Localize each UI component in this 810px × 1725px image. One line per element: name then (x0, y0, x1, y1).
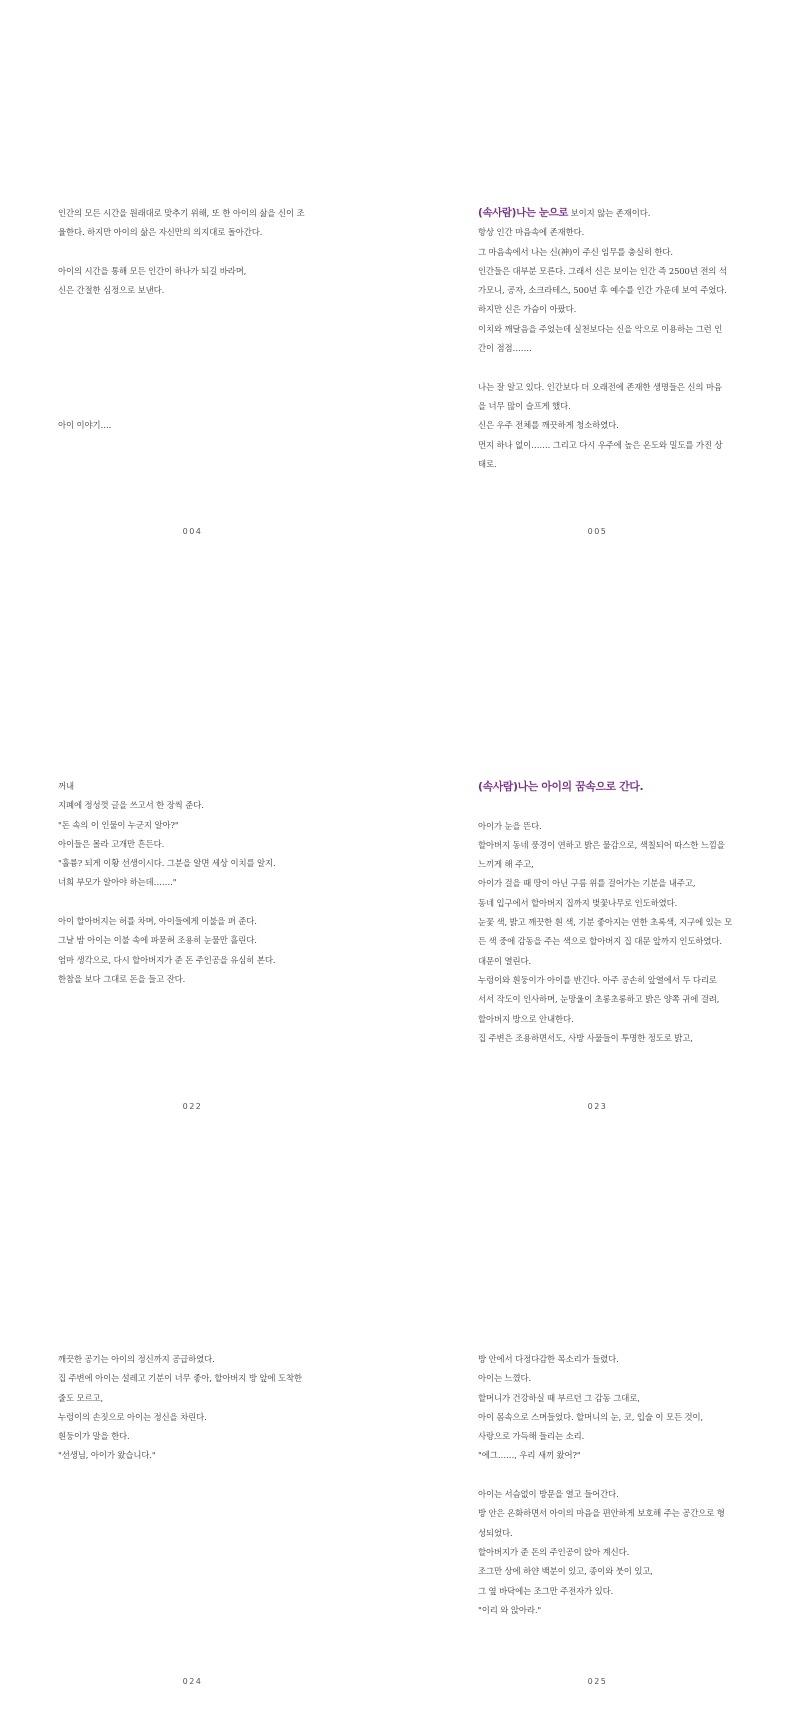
text-line: 꺼내 (58, 781, 74, 791)
heading-rest: 보이지 않는 존재이다. (568, 208, 651, 218)
text-line: 아이는 서슴없이 방문을 열고 들어간다. (478, 1489, 619, 1500)
page-005-text (478, 204, 768, 474)
text-line: 엄마 생각으로, 다시 할아버지가 준 돈 주인공을 유심히 본다. (58, 954, 276, 965)
text-line: 성되었다. (478, 1527, 513, 1538)
text-line: 신은 우주 전체를 깨끗하게 청소하였다. (478, 420, 619, 431)
text-line: 인간의 모든 시간을 원래대로 맞추기 위해, 또 한 아이의 삶을 신이 조 (58, 208, 305, 218)
text-line: "선생님, 아이가 왔습니다." (58, 1450, 156, 1461)
text-line: 할아버지가 준 돈의 주인공이 앉아 계신다. (478, 1546, 630, 1557)
page-005 (405, 0, 810, 575)
page-022 (0, 575, 405, 1150)
text-line: 할아버지 방으로 안내한다. (478, 1013, 574, 1024)
text-line: 동네 입구에서 할아버지 집까지 벚꽃나무로 인도하였다. (478, 897, 678, 908)
text-line: 지폐에 정성껏 글을 쓰고서 한 장씩 준다. (58, 800, 204, 811)
text-line: "이리 와 앉아라." (478, 1604, 542, 1615)
page-number: 023 (587, 1102, 608, 1111)
paragraph-gap (478, 358, 768, 377)
heading-accent: (속사람)나는 눈으로 (478, 207, 569, 219)
text-line: 든 색 중에 감동을 주는 색으로 할아버지 집 대문 앞까지 인도하였다. (478, 936, 722, 947)
text-line: 집 주변에 아이는 설레고 기분이 너무 좋아, 할아버지 방 앞에 도착한 (58, 1373, 302, 1384)
text-line: 아이가 걸을 때 땅이 아닌 구름 위를 걸어가는 기분을 내주고, (478, 878, 696, 889)
paragraph-gap (478, 1466, 768, 1485)
text-line: 인간들은 대부분 모른다. 그래서 신은 보이는 인간 즉 2500년 전의 석 (478, 265, 727, 276)
page-004 (0, 0, 405, 575)
text-line: 아이가 눈을 뜬다. (478, 820, 542, 831)
text-line: 율한다. 하지만 아이의 삶은 자신만의 의지대로 돌아간다. (58, 227, 263, 238)
text-line: 줄도 모르고, (58, 1392, 104, 1403)
text-line: 아이 이야기…. (58, 420, 112, 431)
paragraph-gap (58, 893, 348, 912)
heading-accent: (속사람)나는 아이의 꿈속으로 간다. (478, 780, 644, 793)
text-line: 흰둥이가 말을 한다. (58, 1431, 130, 1442)
text-line: 서서 작도이 인사하며, 눈망울이 초롱초롱하고 밝은 양쪽 귀에 걸려, (478, 994, 720, 1005)
page-025-text (478, 1350, 768, 1620)
text-line: 집 주변은 조용하면서도, 사방 사물들이 투명한 정도로 밝고, (478, 1032, 693, 1043)
text-line: 그 옆 바닥에는 조그만 주전자가 있다. (478, 1585, 614, 1596)
paragraph-gap (58, 397, 348, 416)
page-022-text (58, 777, 348, 989)
text-line: 누렁이의 손짓으로 아이는 정신을 차린다. (58, 1411, 207, 1422)
page-025 (405, 1150, 810, 1725)
page-number: 004 (182, 527, 203, 536)
text-line: "에그……, 우리 새끼 왔어?" (478, 1450, 581, 1461)
text-line: 느끼게 해 주고, (478, 859, 534, 870)
text-line: 그 마음속에서 나는 신(神)이 주신 임무를 충실히 한다. (478, 246, 673, 257)
text-line: 먼지 하나 없이……. 그리고 다시 우주에 높은 온도와 밀도를 가진 상 (478, 439, 723, 450)
text-line: 할아버지 동네 풍경이 연하고 밝은 물감으로, 색칠되어 따스한 느낌을 (478, 839, 725, 850)
text-line: 너희 부모가 알아야 하는데……." (58, 877, 177, 888)
page-number: 025 (587, 1677, 608, 1686)
text-line: 방 안은 온화하면서 아이의 마음을 편안하게 보호해 주는 공간으로 형 (478, 1508, 725, 1519)
paragraph-gap (58, 339, 348, 358)
text-line: 하지만 신은 가슴이 아팠다. (478, 304, 577, 315)
paragraph-gap (478, 797, 768, 816)
text-line: 아이는 느꼈다. (478, 1373, 532, 1384)
paragraph-gap (58, 358, 348, 377)
text-line: 항상 인간 마음속에 존재한다. (478, 227, 585, 238)
text-line: 태로. (478, 458, 497, 469)
text-line: 이치와 깨달음을 주었는데 실천보다는 신을 악으로 이용하는 그런 인 (478, 323, 723, 334)
text-line: 조그만 상에 하얀 백분이 있고, 종이와 붓이 있고, (478, 1566, 653, 1577)
page-heading (478, 777, 768, 797)
paragraph-gap (58, 378, 348, 397)
text-line: 깨끗한 공기는 아이의 정신까지 공급하였다. (58, 1354, 215, 1364)
text-line: 아이 할아버지는 허를 차며, 아이들에게 이불을 펴 준다. (58, 916, 257, 927)
page-023 (405, 575, 810, 1150)
page-heading (478, 204, 768, 223)
page-023-text (478, 777, 768, 1048)
page-number: 005 (587, 527, 608, 536)
text-line: 간이 점점……. (478, 343, 532, 354)
page-number: 022 (182, 1102, 203, 1111)
text-line: 할머니가 건강하실 때 부르던 그 감동 그대로, (478, 1392, 640, 1403)
text-line: 을 너무 많이 슬프게 했다. (478, 400, 571, 411)
text-line: 가모니, 공자, 소크라테스, 500년 후 예수를 인간 가운데 보여 주었다. (478, 285, 727, 296)
paragraph-gap (58, 243, 348, 262)
text-line: 방 안에서 다정다감한 목소리가 들렸다. (478, 1354, 619, 1364)
text-line: "돈 속의 이 인물이 누군지 알아?" (58, 819, 179, 830)
paragraph-gap (58, 320, 348, 339)
text-line: 아이 몸속으로 스며들었다. 할머니의 눈, 코, 입술 이 모든 것이, (478, 1411, 704, 1422)
text-line: 나는 잘 알고 있다. 인간보다 더 오래전에 존재한 생명들은 신의 마음 (478, 381, 722, 392)
text-line: 그날 밤 아이는 이불 속에 파묻혀 조용히 눈물만 흘린다. (58, 935, 257, 946)
text-line: 신은 간절한 심정으로 보낸다. (58, 285, 165, 296)
page-024-text (58, 1350, 348, 1466)
text-line: 아이들은 몰라 고개만 흔든다. (58, 838, 165, 849)
page-004-text (58, 204, 348, 436)
text-line: "훌륭? 되게 이황 선생이시다. 그분을 알면 세상 이치를 알지. (58, 858, 276, 869)
text-line: 사랑으로 가득해 들리는 소리. (478, 1431, 585, 1442)
page-024 (0, 1150, 405, 1725)
text-line: 한참을 보다 그대로 돈을 들고 잔다. (58, 973, 186, 984)
text-line: 눈꽃 색, 밝고 깨끗한 흰 색, 기분 좋아지는 연한 초록색, 지구에 있는 모 (478, 917, 733, 928)
text-line: 대문이 열린다. (478, 955, 532, 966)
paragraph-gap (58, 300, 348, 319)
page-number: 024 (182, 1677, 203, 1686)
text-line: 아이의 시간을 통해 모든 인간이 하나가 되길 바라며, (58, 265, 247, 276)
text-line: 누렁이와 흰둥이가 아이를 반긴다. 아주 공손히 앞열에서 두 다리로 (478, 974, 717, 985)
